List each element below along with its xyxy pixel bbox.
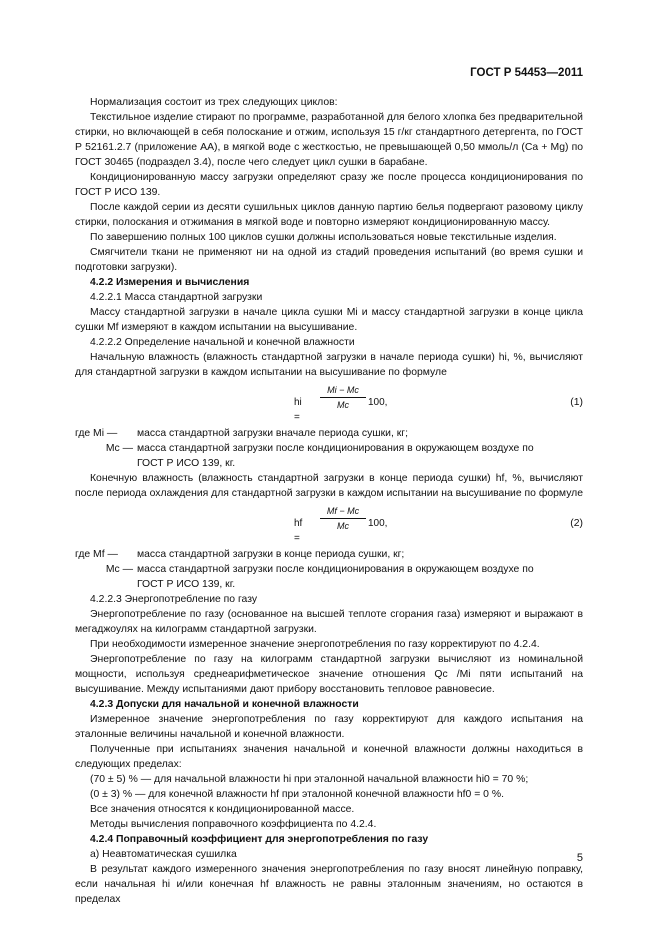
paragraph: При необходимости измеренное значение энергопотребления по газу корректируют по 4.2.4. [90, 639, 540, 650]
section-heading: 4.2.2 Измерения и вычисления [90, 277, 250, 288]
paragraph: Энергопотребление по газу (основанное на высшей теплоте сгорания газа) измеряют и выражают в мегаджоулях на килограмм стандартной загрузки. [75, 609, 583, 635]
definition-text: масса стандартной загрузки в конце периода сушки, кг; [137, 549, 405, 560]
definition-symbol: Mc — [105, 443, 133, 454]
document-body [75, 95, 583, 907]
paragraph: Массу стандартной загрузки в начале цикла сушки Mi и массу стандартной загрузки в конце цикла сушки Mf измеряют в каждом испытании на высушивание. [75, 307, 583, 333]
definition-text: масса стандартной загрузки вначале периода сушки, кг; [137, 428, 408, 439]
section-heading: 4.2.4 Поправочный коэффициент для энергопотребления по газу [90, 834, 429, 845]
definition-symbol: где Mf — [75, 549, 118, 560]
subsection-heading: 4.2.2.3 Энергопотребление по газу [90, 594, 258, 605]
definition-symbol: Mc — [105, 564, 133, 575]
formula-1 [75, 384, 583, 423]
formula-lhs: hi = [294, 397, 302, 423]
formula-2 [75, 505, 583, 544]
paragraph: (0 ± 3) % — для конечной влажности hf при эталонной конечной влажности hf0 = 0 %. [90, 789, 504, 800]
page-number: 5 [576, 852, 583, 864]
definition-item [75, 562, 583, 577]
paragraph: Начальную влажность (влажность стандартной загрузки в начале периода сушки) hi, %, вычисляют для стандартной загрузки в каждом испытании на высушивание по формуле [75, 352, 583, 378]
definition-item [75, 441, 583, 456]
subsection-heading: 4.2.2.2 Определение начальной и конечной влажности [90, 337, 355, 348]
paragraph: (70 ± 5) % — для начальной влажности hi при эталонной начальной влажности hi0 = 70 %; [90, 774, 529, 785]
paragraph: Текстильное изделие стирают по программе, разработанной для белого хлопка без предварительной стирки, но включающей в себя полоскание и отжим, используя 15 г/кг стандартного детергента, по ГОСТ Р 52161.2.7 (приложение АА), в мягкой воде с жесткостью, не превышающей 0,50 ммоль/л (Ca + Mg) по ГОСТ 30465 (подраздел 3.4), после чего следует цикл сушки в барабане. [75, 112, 583, 168]
paragraph: Методы вычисления поправочного коэффициента по 4.2.4. [90, 819, 377, 830]
definition-text-continuation: ГОСТ Р ИСО 139, кг. [137, 579, 236, 590]
formula-tail: 100, [368, 397, 388, 408]
formula-numerator: Mi − Mc [327, 385, 359, 395]
definition-symbol: где Mi — [75, 428, 118, 439]
paragraph: Полученные при испытаниях значения начальной и конечной влажности должны находиться в следующих пределах: [75, 744, 583, 770]
formula-denominator: Mc [337, 400, 349, 410]
paragraph: После каждой серии из десяти сушильных циклов данную партию белья подвергают разовому циклу стирки, полоскания и отжимания в мягкой воде и повторно измеряют кондиционированную массу. [75, 202, 583, 228]
formula-number: (1) [570, 397, 583, 408]
paragraph: Энергопотребление по газу на килограмм стандартной загрузки вычисляют из номинальной мощности, используя среднеарифметическое значение отношения Qc /Mi пяти испытаний на высушивание. Между испытаниями дают прибору восстановить тепловое равновесие. [75, 654, 583, 695]
paragraph: Кондиционированную массу загрузки определяют сразу же после процесса кондиционирования по ГОСТ Р ИСО 139. [75, 172, 583, 198]
subsection-heading: 4.2.2.1 Масса стандартной загрузки [90, 292, 263, 303]
definition-item [75, 426, 583, 441]
definition-text-continuation: ГОСТ Р ИСО 139, кг. [137, 458, 236, 469]
formula-number: (2) [570, 518, 583, 529]
definition-text: масса стандартной загрузки после кондиционирования в окружающем воздухе по [137, 443, 534, 454]
formula-numerator: Mf − Mc [326, 506, 360, 516]
definition-item [75, 547, 583, 562]
paragraph: По завершению полных 100 циклов сушки должны использоваться новые текстильные изделия. [90, 232, 557, 243]
subsection-heading: а) Неавтоматическая сушилка [90, 849, 237, 860]
formula-lhs: hf = [294, 518, 303, 544]
paragraph: Конечную влажность (влажность стандартной загрузки в конце периода сушки) hf, %, вычисляют после периода охлаждения для стандартной загрузки в каждом испытании на высушивание по формуле [75, 473, 583, 499]
paragraph: В результат каждого измеренного значения энергопотребления по газу вносят линейную поправку, если начальная hi и/или конечная hf влажность не равны эталонным значениям, но остаются в пределах [75, 864, 583, 905]
paragraph: Нормализация состоит из трех следующих циклов: [90, 97, 338, 108]
formula-denominator: Mc [337, 521, 349, 531]
document-id-header: ГОСТ Р 54453—2011 [470, 67, 583, 79]
definition-text: масса стандартной загрузки после кондиционирования в окружающем воздухе по [137, 564, 534, 575]
section-heading: 4.2.3 Допуски для начальной и конечной влажности [90, 699, 359, 710]
formula-tail: 100, [368, 518, 388, 529]
paragraph: Измеренное значение энергопотребления по газу корректируют для каждого испытания на эталонные величины начальной и конечной влажности. [75, 714, 583, 740]
paragraph: Все значения относятся к кондиционированной массе. [90, 804, 355, 815]
paragraph: Смягчители ткани не применяют ни на одной из стадий проведения испытаний (во время сушки и подготовки загрузки). [75, 247, 583, 273]
